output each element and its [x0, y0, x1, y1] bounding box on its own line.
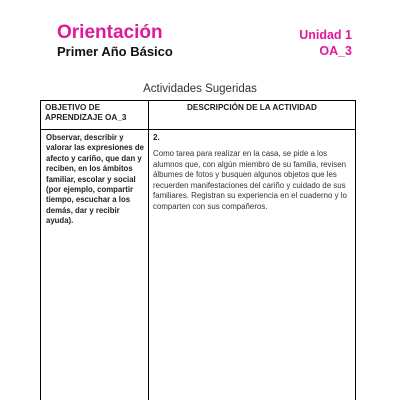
activity-number: 2. — [153, 133, 160, 142]
activity-description-cell: Como tarea para realizar en la casa, se pide a los alumnos que, con algún miembro de su familia, revisen álbumes de fotos y busquen algunos objetos que les recuerden manifestaciones del cariño y cuidado de sus familiares. Registran su experiencia en el cuaderno y lo comparten con sus compañeros. — [153, 149, 347, 211]
activities-table — [40, 100, 356, 400]
objective-column-header: OBJETIVO DE APRENDIZAJE OA_3 — [45, 103, 127, 122]
unit-label: Unidad 1 — [299, 28, 352, 42]
description-column-header: DESCRIPCIÓN DE LA ACTIVIDAD — [187, 103, 317, 112]
grade-subtitle: Primer Año Básico — [57, 44, 173, 59]
oa-code-label: OA_3 — [319, 44, 352, 58]
objective-cell: Observar, describir y valorar las expresiones de afecto y cariño, que dan y reciben, en los ámbitos familiar, escolar y social (por ejemplo, compartir tiempo, escuchar a los demás, dar y recibir ayuda). — [46, 133, 144, 226]
header-row-divider — [41, 129, 355, 130]
subject-title: Orientación — [57, 22, 163, 43]
section-title: Actividades Sugeridas — [143, 83, 257, 95]
column-divider — [148, 101, 149, 400]
